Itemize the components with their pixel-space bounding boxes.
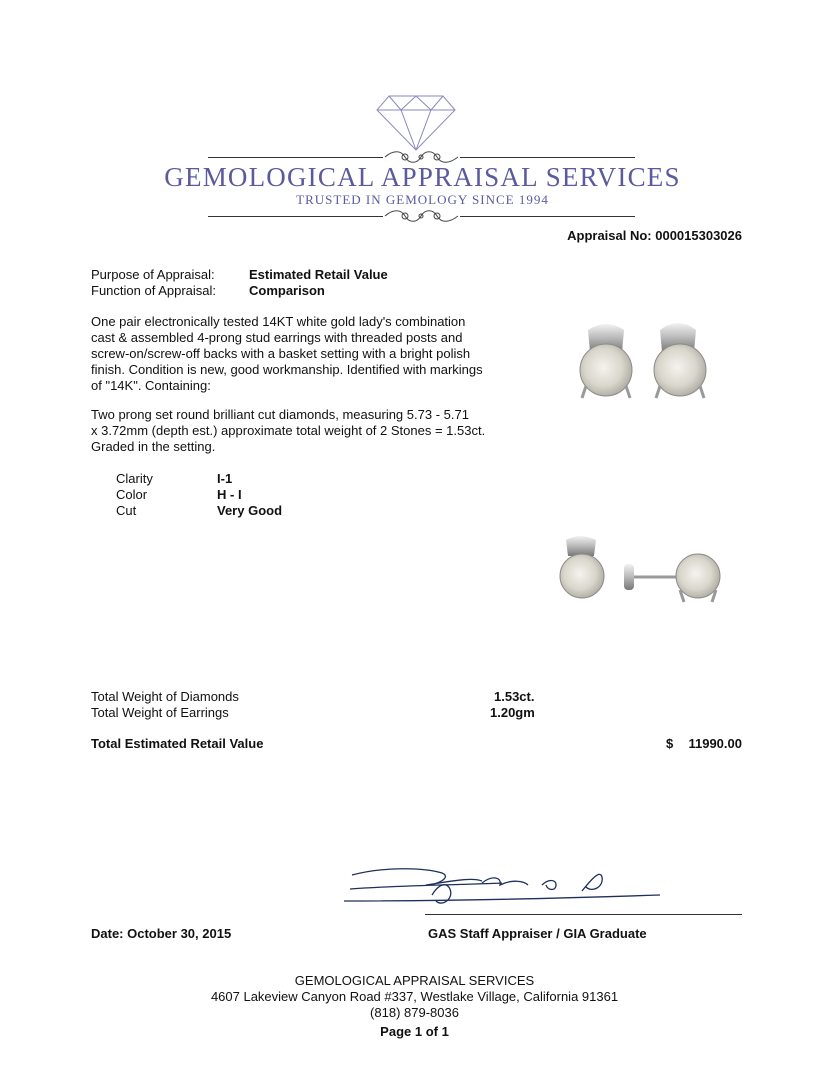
function-value: Comparison [249,283,325,298]
total-diamonds-value: 1.53ct. [494,689,535,704]
footer-address: 4607 Lakeview Canyon Road #337, Westlake Village, California 91361 [210,989,619,1004]
function-label: Function of Appraisal: [91,283,217,298]
purpose-value: Estimated Retail Value [249,267,388,282]
cut-value: Very Good [217,503,283,518]
clarity-value: I-1 [217,471,233,486]
color-label: Color [116,487,148,502]
stone-description [91,407,521,455]
total-diamonds-label: Total Weight of Diamonds [91,689,239,704]
appraiser-title: GAS Staff Appraiser / GIA Graduate [428,926,647,941]
description-line: One pair electronically tested 14KT white gold lady's combination [91,314,466,329]
description-line: Graded in the setting. [91,439,216,454]
description-line: x 3.72mm (depth est.) approximate total weight of 2 Stones = 1.53ct. [91,423,486,438]
earrings-front-photo [568,312,728,412]
total-earrings-value: 1.20gm [490,705,535,720]
header-bottom-rule-left [208,216,383,217]
page-number: Page 1 of 1 [380,1024,449,1039]
diamond-logo-icon [375,92,457,152]
description-line: of "14K". Containing: [91,378,211,393]
total-earrings-label: Total Weight of Earrings [91,705,229,720]
description-line: screw-on/screw-off backs with a basket setting with a bright polish [91,346,471,361]
header-top-rule-left [208,157,383,158]
brand-tagline: TRUSTED IN GEMOLOGY SINCE 1994 [296,192,549,207]
retail-value: 11990.00 [688,736,742,751]
color-value: H - I [217,487,242,502]
appraisal-date: Date: October 30, 2015 [91,926,232,941]
brand-title: GEMOLOGICAL APPRAISAL SERVICES [164,162,681,192]
description-line: finish. Condition is new, good workmanship. Identified with markings [91,362,483,377]
purpose-label: Purpose of Appraisal: [91,267,215,282]
description-line: cast & assembled 4-prong stud earrings with threaded posts and [91,330,463,345]
description-line: Two prong set round brilliant cut diamonds, measuring 5.73 - 5.71 [91,407,469,422]
currency-symbol: $ [666,736,674,751]
footer-phone: (818) 879-8036 [370,1005,459,1020]
appraisal-number: Appraisal No: 000015303026 [567,228,742,243]
earrings-side-photo [552,530,732,610]
item-description [91,314,521,394]
retail-value-label: Total Estimated Retail Value [91,736,264,751]
header-bottom-rule-right [460,216,635,217]
appraiser-signature [342,855,662,915]
header-top-rule-right [460,157,635,158]
footer-company: GEMOLOGICAL APPRAISAL SERVICES [294,973,535,988]
clarity-label: Clarity [116,471,153,486]
ornament-flourish-icon [383,207,460,225]
cut-label: Cut [116,503,137,518]
signature-line [425,914,742,915]
